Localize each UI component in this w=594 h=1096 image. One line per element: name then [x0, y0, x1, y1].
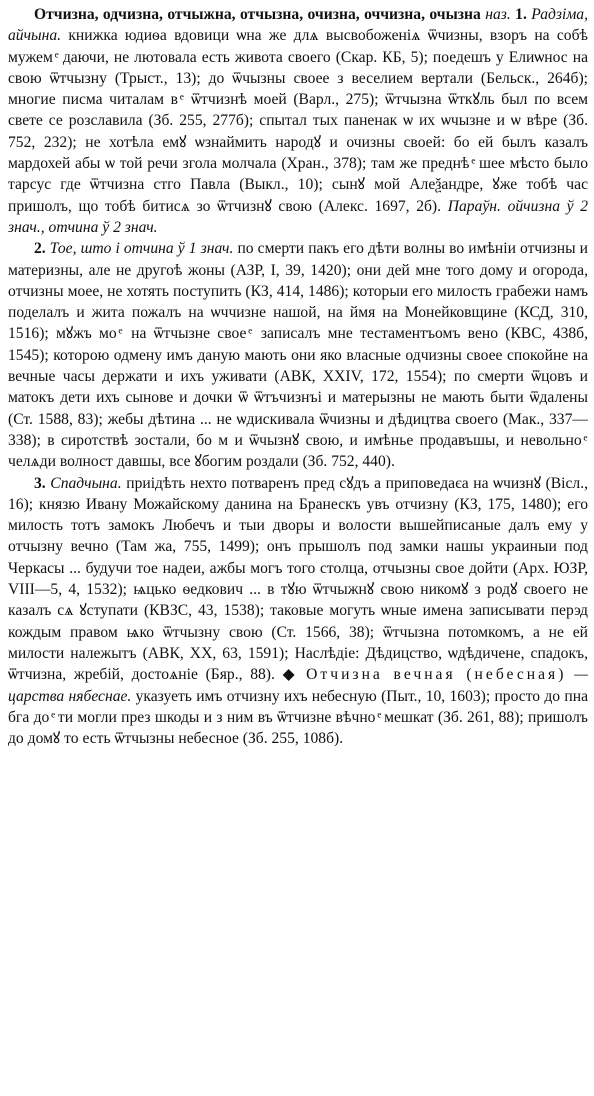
sense-2-number: 2.: [34, 240, 46, 258]
synonyms-label: Наслѣдіе:: [294, 644, 360, 662]
headword: Отчизна, одчизна, отчыжна, отчызна, очизна, оччизна, очызна: [34, 6, 481, 23]
sense-1-compare-label: Параўн.: [447, 197, 501, 215]
sense-3-number: 3.: [34, 474, 46, 492]
phrase-citations: указуеть имъ отчизну ихъ небесную (Пыт., 10, 1603); просто до пна бга до ͤ ти могли през шкоды и з ним въ ѿтчизне вѣчно ͤ мешкат (Зб. 261, 88); пришолъ до домꙋ то есть ѿтчызны небесное (Зб. 255, 108б).: [8, 687, 588, 748]
sense-3-gloss: Спадчына.: [50, 474, 122, 492]
sense-2-gloss: Тое, што і отчина ў 1 знач.: [49, 240, 234, 258]
phrase-headword: Отчизна вечная (небесная): [306, 666, 567, 684]
part-of-speech: наз.: [485, 6, 511, 23]
sense-1-number: 1.: [515, 6, 527, 23]
sense-3-citations: приідѣть нехто потваренъ пред сꙋдъ а приповедаєа на ѡчизнꙋ (Вісл., 16); князю Ивану Можайскому данина на Бранескъ увъ отчизну (КЗ, 175, 1480); его милость тотъ замокъ Любечъ и тыи дворы и волости вышейписаные далъ ему у отчызну вечно (Там жа, 755, 1499); онъ прышолъ под замки нашы украиныи под Черкасы ... будучи тое надеи, ажбы могъ того столца, отчызны свое дойти (Арх. ЮЗР, VIII—5, 4, 1532); ѩцько ѳедкович ... в тꙋю ѿтчыжнꙋ свою никомꙋ з родꙋ своего не казалъ сѧ ꙋступати (КВЗС, 43, 1538); таковые могуть ѡные имена записывати перэд кождым правом ѩко ѿтчызну свою (Ст. 1566, 38); ѿтчызна потомкомъ, а не ей милости належытъ (АВК, XX, 63, 1591);: [8, 474, 589, 662]
sense-3-paragraph: [8, 473, 588, 750]
diamond-icon: ◆: [282, 666, 299, 684]
sense-1-gloss: Радзіма, айчына.: [8, 6, 588, 45]
sense-1-citations: книжка юдиѳа вдовици ѡна же длѧ высвобоженіѧ ѿчизны, взоръ на собѣ мужем ͤ даючи, не лютовала есть живота своего (Скар. КБ, 5); поедешъ у Елиѡнос на свою ѿтчызну (Трыст., 13); до ѿчызны своее з веселием вертали (Бельск., 264б); многие писма читалам в ͤ ѿтчизнѣ моей (Варл., 275); ѿтчызна ѿткꙋль был по всем свете се розславила (Зб. 255, 277б); спытал тых паненак ѡ их ѡчызне и ѡ вѣре (Зб. 752, 232); не хотѣла емꙋ ѡзнаймить народꙋ и очизны своей: бо ей былъ казалъ мардохей абы ѡ той речи згола молчала (Хран., 378); там же преднѣ ͤ шее мѣсто было тарсус где ѿтчизна стго Павла (Выкл., 10); сынꙋ мой Алеѯандре, ꙋже тобѣ час пришолъ, що тобѣ битисѧ зо ѿтчизнꙋ свою (Алекс. 1697, 2б).: [8, 27, 588, 215]
sense-2-paragraph: [8, 238, 588, 472]
synonyms-text: Дѣдицство, ѡдѣдичене, спадокъ, ѿтчизна, жребій, достоѧніе (Бяр., 88).: [8, 644, 589, 684]
sense-1-paragraph: [8, 4, 588, 238]
phrase-gloss: — царства нябеснае.: [8, 666, 589, 705]
sense-2-citations: по смерти пакъ его дѣти волны во имѣніи отчизны и материзны, але не другоѣ жоны (АЗР, I, 39, 1420); они дей мне того дому и огорода, отчизны моее, не хотять поступить (КЗ, 414, 1486); которыи его милость грабежи намъ поделалъ и жита пожалъ на ѡччизне нашой, на ймя на Монейковщине (КСД, 310, 1516); мꙋжъ мо ͤ на ѿтчызне свое ͤ записалъ мне тестаментъомъ вено (КВС, 438б, 1545); которою одмену имъ даную мають они яко власные одчизны своее спокойне на вечные часы держати и ихъ уживати (АВК, XXIV, 172, 1554); по смерти ѿцовъ и матокъ дети ихъ сынове и дочки ѿ ѿтъчизнъі и матерызны не мають быти ѿдалены (Ст. 1588, 83); жебы дѣтина ... не ѡдискивала ѿчизны и дѣдицтва своего (Мак., 337—338); в сиротствѣ зостали, бо м и ѿчызнꙋ свою, и имѣнье продавъшы, и невольно ͤ челѧди волност давшы, все ꙋбогим роздали (Зб. 752, 440).: [8, 240, 588, 471]
sense-1-compare-text: ойчизна ў 2 знач., отчина ў 2 знач.: [8, 197, 589, 236]
